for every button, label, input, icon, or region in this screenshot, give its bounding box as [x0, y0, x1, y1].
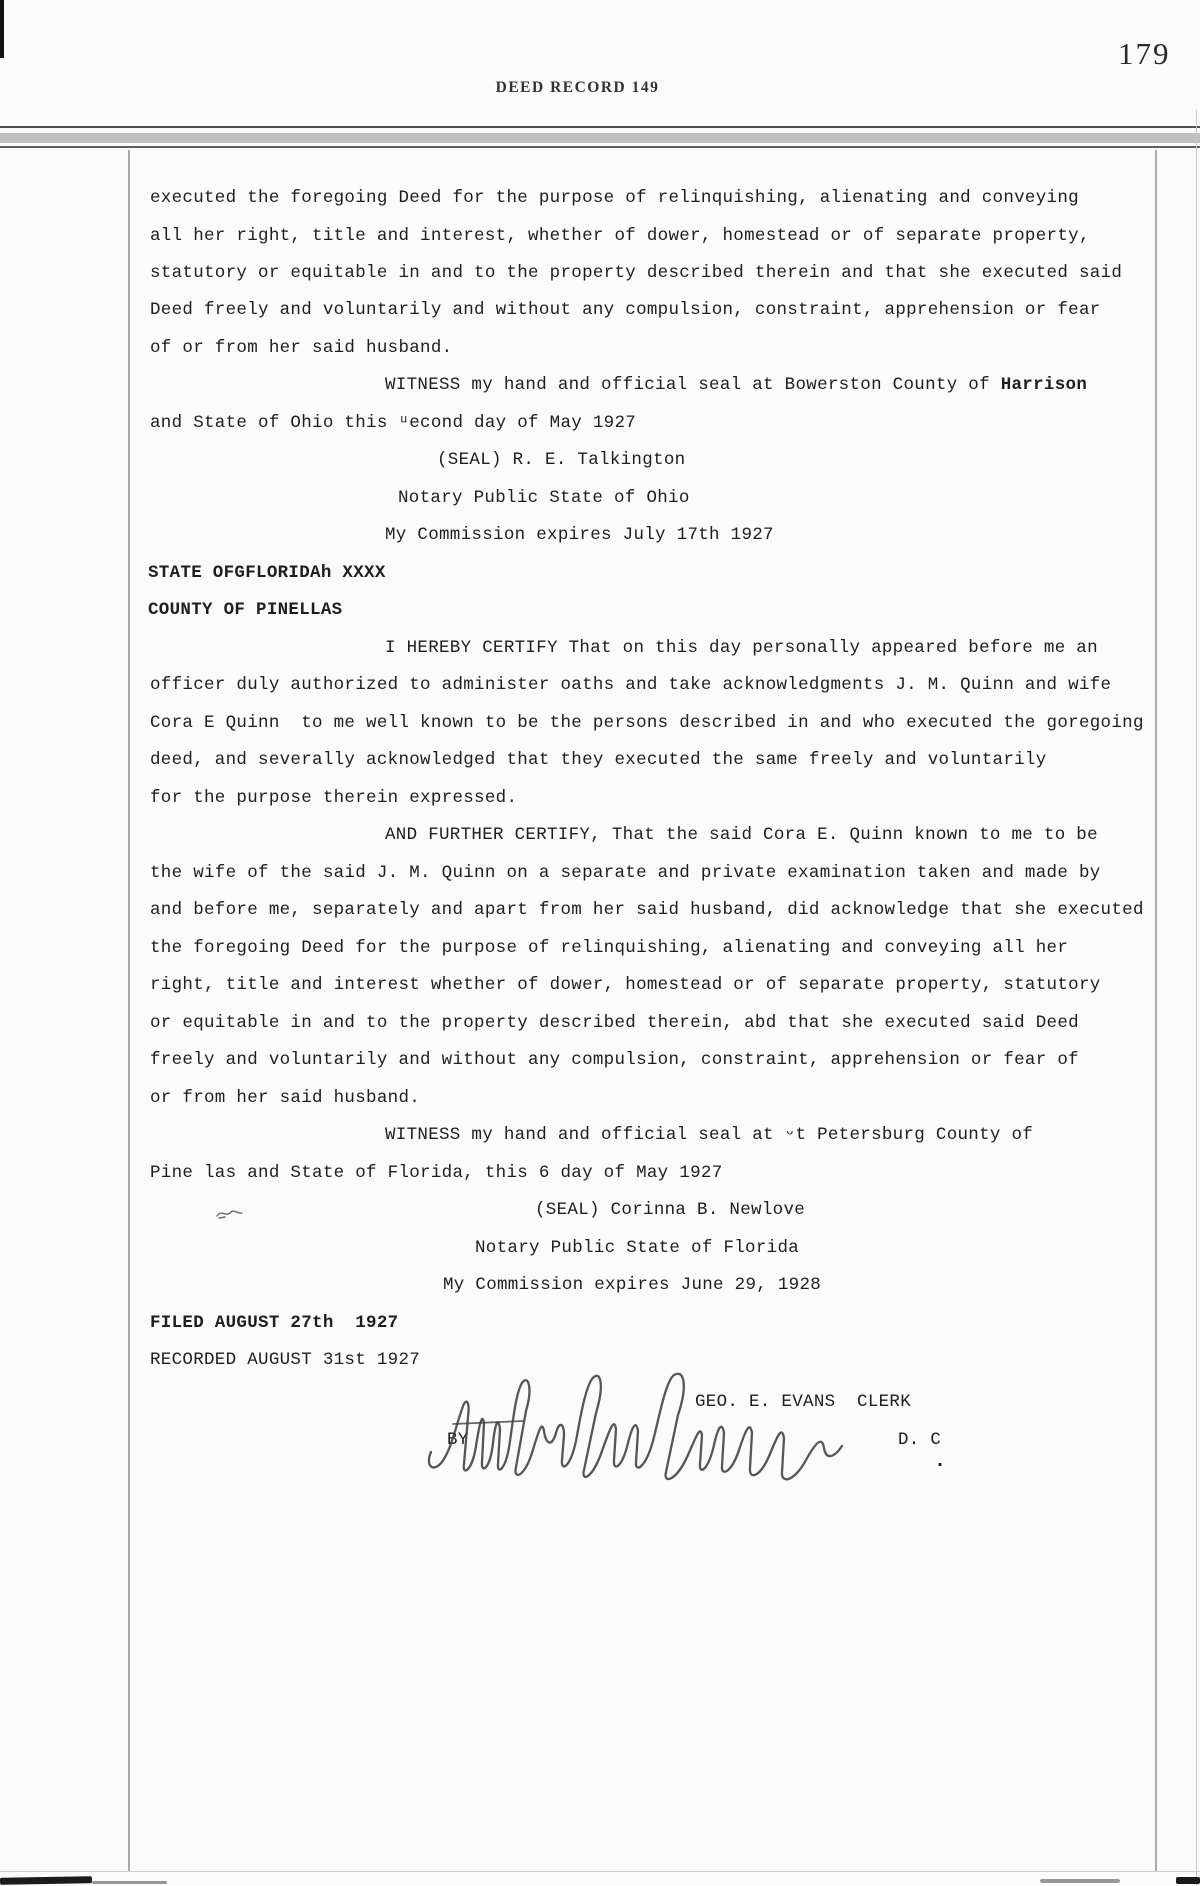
doc-line: Cora E Quinn to me well known to be the persons described in and who executed the goregoing: [150, 713, 1144, 733]
doc-line: all her right, title and interest, whether of dower, homestead or of separate property,: [150, 226, 1090, 246]
stray-period: .: [934, 1450, 947, 1473]
left-margin-line: [128, 150, 130, 1872]
doc-line: of or from her said husband.: [150, 338, 453, 358]
bottom-rule: [0, 1871, 1200, 1872]
doc-line: freely and voluntarily and without any compulsion, constraint, apprehension or fear of: [150, 1050, 1079, 1070]
doc-line: Deed freely and voluntarily and without any compulsion, constraint, apprehension or fear: [150, 300, 1101, 320]
doc-line: the foregoing Deed for the purpose of relinquishing, alienating and conveying all her: [150, 938, 1069, 958]
doc-line-county-heading: COUNTY OF PINELLAS: [148, 600, 343, 620]
doc-line: or from her said husband.: [150, 1088, 421, 1108]
scan-edge-mark: [0, 0, 4, 58]
doc-line-filed: FILED AUGUST 27th 1927: [150, 1313, 399, 1333]
doc-line: for the purpose therein expressed.: [150, 788, 518, 808]
page-title: DEED RECORD 149: [495, 79, 660, 96]
by-label: BY: [447, 1430, 469, 1450]
doc-line: My Commission expires June 29, 1928: [443, 1275, 822, 1295]
doc-line: right, title and interest whether of dower, homestead or of separate property, statutory: [150, 975, 1101, 995]
page-number: 179: [1118, 36, 1171, 71]
doc-line-seal-florida: (SEAL) Corinna B. Newlove: [535, 1200, 806, 1220]
doc-line: the wife of the said J. M. Quinn on a separate and private examination taken and made by: [150, 863, 1101, 883]
doc-line: AND FURTHER CERTIFY, That the said Cora E. Quinn known to me to be: [385, 825, 1098, 845]
header-rule-band: [0, 133, 1200, 143]
deputy-clerk-label: D. C: [898, 1430, 942, 1450]
right-edge-line: [1196, 110, 1197, 1886]
doc-line: My Commission expires July 17th 1927: [385, 525, 774, 545]
scan-smudge: [0, 1876, 92, 1885]
header-rule-bottom: [0, 146, 1200, 148]
signature-icon: [425, 1370, 855, 1495]
right-margin-line: [1155, 150, 1157, 1872]
scan-smudge: [1040, 1879, 1120, 1883]
doc-line: Notary Public State of Ohio: [398, 488, 690, 508]
scan-smudge: [92, 1881, 167, 1884]
doc-line: executed the foregoing Deed for the purpose of relinquishing, alienating and conveying: [150, 188, 1079, 208]
pen-dash-icon: [215, 1205, 245, 1223]
doc-line: Notary Public State of Florida: [475, 1238, 800, 1258]
doc-line: and State of Ohio this ᵘecond day of May 1927: [150, 413, 637, 433]
header-rule-top: [0, 126, 1200, 128]
doc-line: deed, and severally acknowledged that they executed the same freely and voluntarily: [150, 750, 1047, 770]
clerk-name: GEO. E. EVANS CLERK: [695, 1392, 912, 1412]
doc-line-seal-ohio: (SEAL) R. E. Talkington: [437, 450, 686, 470]
doc-line: statutory or equitable in and to the property described therein and that she executed said: [150, 263, 1123, 283]
scan-smudge: [1176, 1877, 1200, 1884]
doc-line: Pine las and State of Florida, this 6 day of May 1927: [150, 1163, 723, 1183]
witness-county-bold: Harrison: [1000, 375, 1088, 395]
doc-line-witness-florida: WITNESS my hand and official seal at ᵕt Petersburg County of: [385, 1125, 1034, 1145]
doc-line: I HEREBY CERTIFY That on this day personally appeared before me an: [385, 638, 1098, 658]
doc-line-witness-ohio: [385, 375, 1087, 395]
witness-text: WITNESS my hand and official seal at Bowerston County of: [385, 375, 1001, 395]
doc-line: officer duly authorized to administer oaths and take acknowledgments J. M. Quinn and wife: [150, 675, 1112, 695]
doc-line-state-heading: STATE OFGFLORIDAh XXXX: [148, 563, 386, 583]
doc-line: and before me, separately and apart from her said husband, did acknowledge that she executed: [150, 900, 1144, 920]
doc-line: or equitable in and to the property described therein, abd that she executed said Deed: [150, 1013, 1079, 1033]
doc-line-recorded: RECORDED AUGUST 31st 1927: [150, 1350, 421, 1370]
